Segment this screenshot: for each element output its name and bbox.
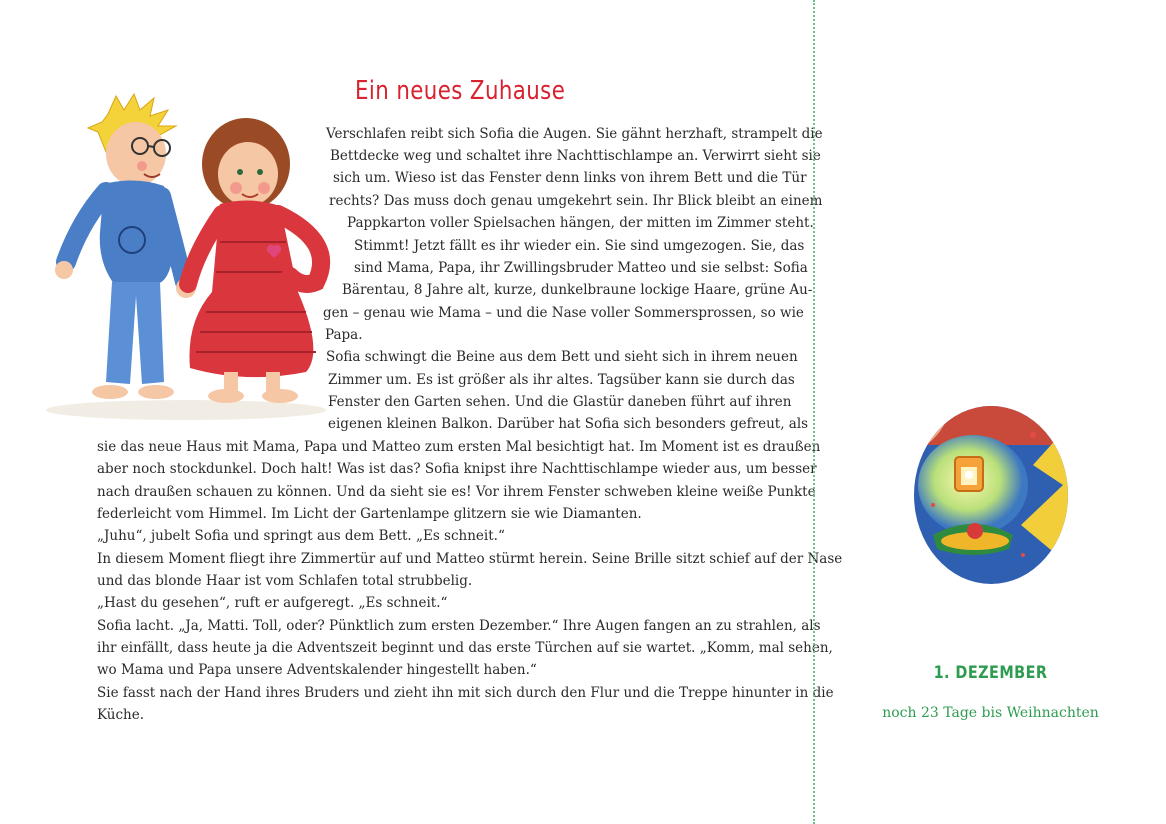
- two-children-illustration: [36, 92, 336, 422]
- text-line: Zimmer um. Es ist größer als ihr altes. Tagsüber kann sie durch das: [328, 372, 795, 388]
- text-line: und das blonde Haar ist vom Schlafen total strubbelig.: [97, 573, 473, 589]
- text-line: nach draußen schauen zu können. Und da sieht sie es! Vor ihrem Fenster schweben kleine weiße Punkte: [97, 484, 816, 500]
- text-line: aber noch stockdunkel. Doch halt! Was ist das? Sofia knipst ihre Nachttischlampe wieder aus, um besser: [97, 461, 817, 477]
- text-line: rechts? Das muss doch genau umgekehrt sein. Ihr Blick bleibt an einem: [329, 193, 823, 209]
- text-line: Sofia lacht. „Ja, Matti. Toll, oder? Pünktlich zum ersten Dezember.“ Ihre Augen fangen an zu strahlen, als: [97, 618, 821, 634]
- text-line: Bärentau, 8 Jahre alt, kurze, dunkelbraune lockige Haare, grüne Au-: [342, 282, 813, 298]
- text-line: Sie fasst nach der Hand ihres Bruders und zieht ihn mit sich durch den Flur und die Treppe hinunter in die: [97, 685, 834, 701]
- text-line: Pappkarton voller Spielsachen hängen, der mitten im Zimmer steht.: [347, 215, 814, 231]
- text-line: federleicht vom Himmel. Im Licht der Gartenlampe glitzern sie wie Diamanten.: [97, 506, 642, 522]
- text-line: Bettdecke weg und schaltet ihre Nachttischlampe an. Verwirrt sieht sie: [330, 148, 821, 164]
- text-line: Sofia schwingt die Beine aus dem Bett und sieht sich in ihrem neuen: [326, 349, 798, 365]
- text-line: Stimmt! Jetzt fällt es ihr wieder ein. Sie sind umgezogen. Sie, das: [354, 238, 805, 254]
- story-title: Ein neues Zuhause: [355, 76, 566, 106]
- text-line: sich um. Wieso ist das Fenster denn links von ihrem Bett und die Tür: [333, 170, 807, 186]
- text-line: sind Mama, Papa, ihr Zwillingsbruder Matteo und sie selbst: Sofia: [354, 260, 808, 276]
- lantern-advent-illustration: [913, 405, 1069, 585]
- text-line: gen – genau wie Mama – und die Nase voller Sommersprossen, so wie: [323, 305, 804, 321]
- text-line: eigenen kleinen Balkon. Darüber hat Sofia sich besonders gefreut, als: [328, 416, 809, 432]
- christmas-countdown: noch 23 Tage bis Weihnachten: [882, 705, 1099, 721]
- calendar-sidebar: [815, 0, 1166, 824]
- text-line: Fenster den Garten sehen. Und die Glastür daneben führt auf ihren: [328, 394, 792, 410]
- text-line: ihr einfällt, dass heute ja die Adventszeit beginnt und das erste Türchen auf sie wartet. „Komm, mal sehen,: [97, 640, 833, 656]
- text-line: Papa.: [325, 327, 363, 343]
- text-line: Verschlafen reibt sich Sofia die Augen. Sie gähnt herzhaft, strampelt die: [326, 126, 823, 142]
- text-line: In diesem Moment fliegt ihre Zimmertür auf und Matteo stürmt herein. Seine Brille sitzt schief auf der Nase: [97, 551, 843, 567]
- text-line: wo Mama und Papa unsere Adventskalender hingestellt haben.“: [97, 662, 537, 678]
- calendar-date: 1. DEZEMBER: [933, 663, 1048, 683]
- text-line: sie das neue Haus mit Mama, Papa und Matteo zum ersten Mal besichtigt hat. Im Moment ist es draußen: [97, 439, 821, 455]
- text-line: „Juhu“, jubelt Sofia und springt aus dem Bett. „Es schneit.“: [97, 528, 505, 544]
- text-line: „Hast du gesehen“, ruft er aufgeregt. „Es schneit.“: [97, 595, 448, 611]
- text-line: Küche.: [97, 707, 145, 723]
